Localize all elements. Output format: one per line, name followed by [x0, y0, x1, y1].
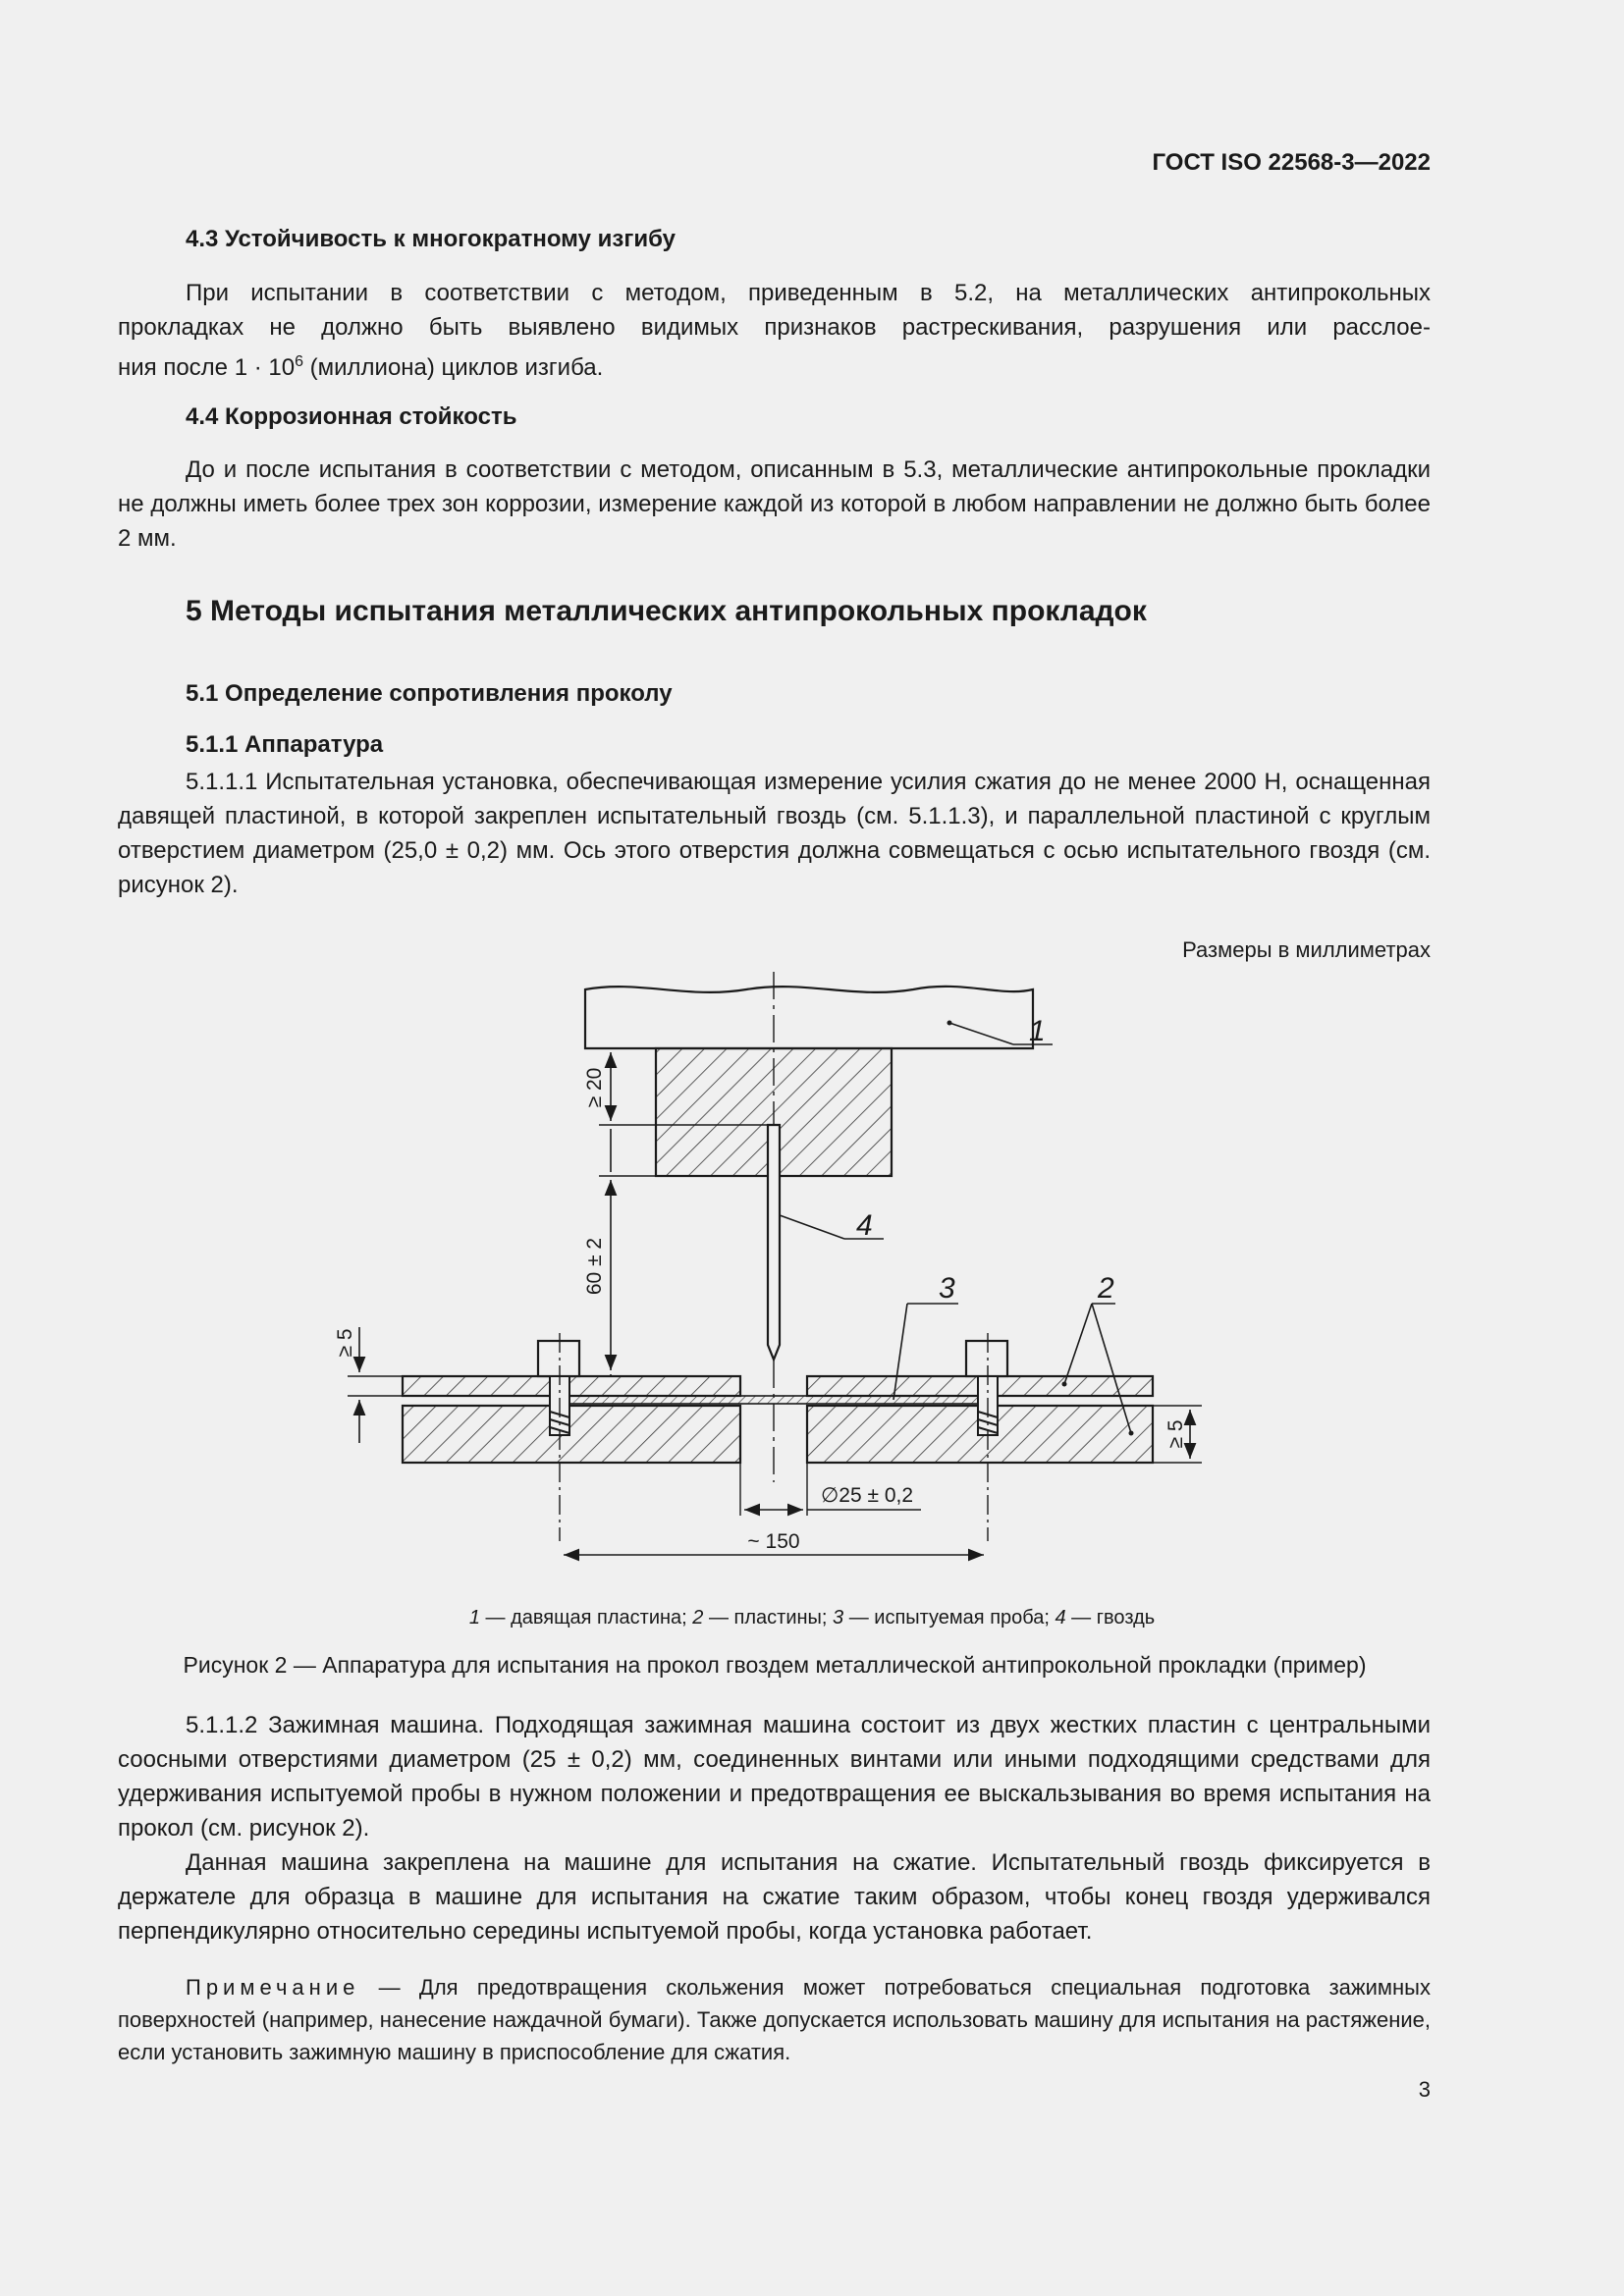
dim-150 [564, 1530, 984, 1555]
legend-t4: — гвоздь [1065, 1607, 1156, 1629]
section-5-1-1-1-text: 5.1.1.1 Испытательная установка, обеспечивающая измерение усилия сжатия до не менее 2000 Н, оснащенная давящей пластиной, в которой закреплен испытательный гвоздь (см. 5.1.1.3), и параллельной пластиной с круглым отверстием диаметром (25,0 ± 0,2) мм. Ось этого отверстия должна совмещаться с осью испытательного гвоздя (см. рисунок 2). [118, 769, 1431, 898]
note-text: — Для предотвращения скольжения может потребоваться специальная подготовка зажимных поверхностей (например, нанесение наждачной бумаги). Также допускается использовать машину для испытания на растяжение, если установить зажимную машину в приспособление для сжатия. [118, 1975, 1431, 2064]
figure-caption: Рисунок 2 — Аппаратура для испытания на прокол гвоздем металлической антипрокольной прокладки (пример) [183, 1652, 1367, 1678]
section-4-4-text: До и после испытания в соответствии с методом, описанным в 5.3, металлические антипрокольные прокладки не должны иметь более трех зон коррозии, измерение каждой из которой в любом направлении не должно быть более 2 мм. [118, 456, 1431, 552]
dim-150-label: ~ 150 [747, 1530, 800, 1553]
section-4-3-line1: При испытании в соответствии с методом, приведенным в 5.2, на металлических антипрокольных [186, 280, 1431, 306]
leader-1 [947, 1015, 1054, 1047]
section-5-title: 5 Методы испытания металлических антипрокольных прокладок [186, 595, 1147, 627]
figure-2-drawing [314, 972, 1237, 1580]
legend-t3: — испытуемая проба; [843, 1607, 1056, 1629]
section-4-4-title: 4.4 Коррозионная стойкость [186, 403, 517, 430]
test-nail [768, 1125, 780, 1360]
section-5-1-title: 5.1 Определение сопротивления проколу [186, 680, 673, 707]
label-4: 4 [856, 1209, 873, 1242]
test-sample [568, 1396, 990, 1404]
section-4-3-line2: прокладках не должно быть выявлено видимых признаков растрескивания, разрушения или расслое- [118, 314, 1431, 341]
legend-n1: 1 [468, 1607, 480, 1629]
dim-diameter [740, 1463, 921, 1516]
dim-diameter-label: ∅25 ± 0,2 [821, 1484, 914, 1507]
page-number: 3 [1418, 2077, 1431, 2102]
dim-5-right [1153, 1406, 1202, 1463]
line3-pre: ния после 1 · 10 [118, 354, 296, 381]
upper-plate-left [403, 1376, 740, 1396]
legend-t2: — пластины; [703, 1607, 834, 1629]
section-5-1-1-title: 5.1.1 Аппаратура [186, 731, 384, 758]
label-3: 3 [939, 1272, 955, 1305]
line3-post: (миллиона) циклов изгиба. [302, 354, 604, 381]
legend-n3: 3 [833, 1607, 844, 1629]
section-5-1-1-2-text: 5.1.1.2 Зажимная машина. Подходящая зажимная машина состоит из двух жестких пластин с центральными соосными отверстиями диаметром (25 ± 0,2) мм, соединенных винтами или иными подходящими средствами для удерживания испытуемой пробы в нужном положении и предотвращения ее выскальзывания во время испытания на прокол (см. рисунок 2). [118, 1712, 1431, 1842]
note-label: Примечание [186, 1975, 360, 2000]
document-id: ГОСТ ISO 22568-3—2022 [1152, 149, 1431, 176]
dim-60-label: 60 ± 2 [583, 1237, 606, 1296]
lower-plate-left [403, 1406, 740, 1463]
dim-20-label: ≥ 20 [583, 1067, 606, 1108]
label-1: 1 [1029, 1015, 1046, 1047]
section-4-3-text [118, 276, 1431, 385]
figure-units: Размеры в миллиметрах [1182, 937, 1431, 962]
dim-5-left-label: ≥ 5 [334, 1328, 356, 1358]
exponent: 6 [295, 353, 303, 370]
leader-4 [780, 1209, 884, 1242]
note [118, 1971, 1431, 2068]
section-4-3-line3 [118, 354, 603, 381]
legend-t1: — давящая пластина; [479, 1607, 693, 1629]
figure-legend [0, 1607, 1624, 1629]
dim-5-left [334, 1327, 403, 1443]
section-4-3-title: 4.3 Устойчивость к многократному изгибу [186, 226, 676, 252]
section-5-1-1-2-text-2: Данная машина закреплена на машине для испытания на сжатие. Испытательный гвоздь фиксируется в держателе для образца в машине для испытания на сжатие таким образом, чтобы конец гвоздя удерживался перпендикулярно относительно середины испытуемой пробы, когда установка работает. [118, 1849, 1431, 1945]
dim-5-right-label: ≥ 5 [1164, 1419, 1187, 1449]
label-2: 2 [1098, 1272, 1114, 1305]
legend-n2: 2 [692, 1607, 704, 1629]
legend-n4: 4 [1055, 1607, 1066, 1629]
pressing-plate [585, 987, 1033, 1048]
